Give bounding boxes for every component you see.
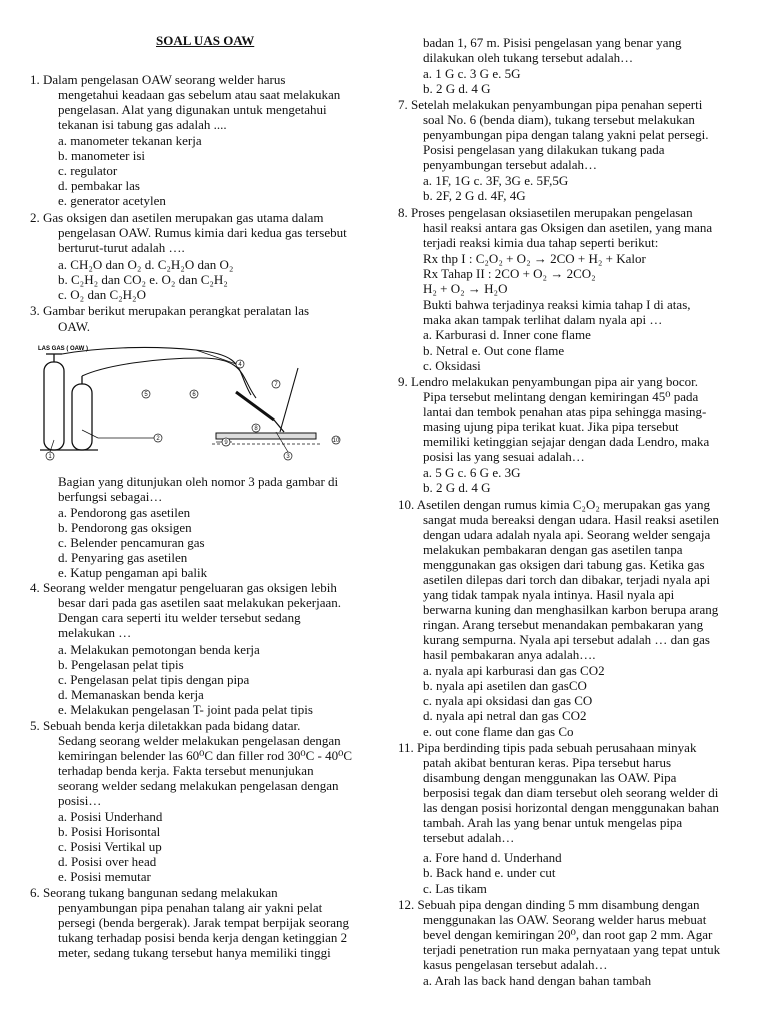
diagram-number-3: 3 [286,454,290,460]
right-text-line: b. Back hand e. under cut [423,865,556,880]
right-text-line: dengan udara adalah nyala api. Seorang welder sengaja [423,527,711,542]
right-text-line: hasil reaksi antara gas Oksigen dan asetilen, yang mana [423,220,713,235]
left-text-line: terhadap benda kerja. Fakta tersebut menunjukan [58,763,314,778]
right-text-line: Rx Tahap II : 2CO + O₂ → 2CO₂ [423,266,596,281]
right-text-line: kasus pengelasan tersebut adalah… [423,957,608,972]
diagram-number-8: 8 [254,426,258,432]
left-text-line: OAW. [58,319,91,334]
right-text-line: a. nyala api karburasi dan gas CO2 [423,663,605,678]
right-text-line: tambah. Arah las yang benar untuk mengelas pipa [423,815,683,830]
right-text-line: a. Arah las back hand dengan bahan tambah [423,973,652,988]
diagram-number-10: 10 [332,438,340,444]
right-text-line: c. Oksidasi [423,358,481,373]
right-text-line: a. 5 G c. 6 G e. 3G [423,465,521,480]
right-text-line: dilakukan oleh tukang tersebut adalah… [423,50,634,65]
left-text-line: Sedang seorang welder melakukan pengelasan dengan [58,733,341,748]
diagram-number-9: 9 [224,440,228,446]
right-text-line: badan 1, 67 m. Pisisi pengelasan yang benar yang [423,35,682,50]
oaw-equipment-diagram [36,340,364,465]
left-text-line: tukang terhadap posisi benda kerja dengan ketinggian 2 [58,930,348,945]
right-text-line: 12. Sebuah pipa dengan dinding 5 mm disambung dengan [398,897,700,912]
right-text-line: b. 2F, 2 G d. 4F, 4G [423,188,526,203]
oaw-diagram-svg [36,340,364,465]
left-text-line: melakukan … [58,625,132,640]
right-text-line: menggunakan las OAW. Seorang welder harus mebuat [423,912,707,927]
right-text-line: c. nyala api oksidasi dan gas CO [423,693,593,708]
right-text-line: b. 2 G d. 4 G [423,480,491,495]
right-text-line: bevel dengan kemiringan 20⁰, dan root gap 2 mm. Agar [423,927,713,942]
right-text-line: kurang sempurna. Nyala api tersebut adalah … dan gas [423,632,710,647]
right-text-line: penyambungan pipa dengan talang yakni pelat persegi. [423,127,709,142]
diagram-number-4: 4 [238,362,242,368]
workpiece [216,433,316,439]
right-text-line: 10. Asetilen dengan rumus kimia C₂O₂ merupakan gas yang [398,497,710,512]
left-text-line: a. CH₂O dan O₂ d. C₂H₂O dan O₂ [58,257,234,272]
left-text-line: e. Katup pengaman api balik [58,565,208,580]
left-text-line: e. Melakukan pengelasan T- joint pada pelat tipis [58,702,313,717]
left-text-line: d. pembakar las [58,178,140,193]
diagram-number-1: 1 [48,454,52,460]
right-text-line: a. 1F, 1G c. 3F, 3G e. 5F,5G [423,173,569,188]
left-text-line: c. O₂ dan C₂H₂O [58,287,146,302]
left-text-line: tekanan isi tabung gas adalah .... [58,117,227,132]
left-text-line: c. Posisi Vertikal up [58,839,162,854]
right-text-line: 11. Pipa berdinding tipis pada sebuah perusahaan minyak [398,740,697,755]
left-text-line: 6. Seorang tukang bangunan sedang melakukan [30,885,278,900]
left-text-line: 5. Sebuah benda kerja diletakkan pada bidang datar. [30,718,301,733]
diagram-number-2: 2 [156,436,160,442]
right-text-line: terjadi penetration run maka pernyataan yang tepat untuk [423,942,721,957]
right-text-line: a. 1 G c. 3 G e. 5G [423,66,521,81]
right-text-line: e. out cone flame dan gas Co [423,724,574,739]
right-text-line: 8. Proses pengelasan oksiasetilen merupakan pengelasan [398,205,693,220]
left-text-line: 2. Gas oksigen dan asetilen merupakan gas utama dalam [30,210,324,225]
left-text-line: besar dari pada gas asetilen saat melakukan pekerjaan. [58,595,341,610]
right-text-line: a. Fore hand d. Underhand [423,850,562,865]
left-text-line: meter, sedang tukang tersebut hanya memiliki tinggi [58,945,331,960]
right-text-line: b. Netral e. Out cone flame [423,343,565,358]
left-text-line: c. Belender pencamuran gas [58,535,205,550]
left-text-line: seorang welder sedang melakukan pengelasan dengan [58,778,339,793]
right-text-line: hasil pembakaran anya adalah…. [423,647,596,662]
left-text-line: pengelasan. Alat yang digunakan untuk mengetahui [58,102,327,117]
left-text-line: mengetahui keadaan gas sebelum atau saat melakukan [58,87,341,102]
right-text-line: c. Las tikam [423,881,487,896]
acetylene-cylinder [72,384,92,450]
left-text-line: b. Pendorong gas oksigen [58,520,192,535]
left-text-line: b. Pengelasan pelat tipis [58,657,184,672]
right-text-line: soal No. 6 (benda diam), tukang tersebut melakukan [423,112,695,127]
right-text-line: Pipa tersebut melintang dengan kemiringan 45⁰ pada [423,389,699,404]
right-text-line: 9. Lendro melakukan penyambungan pipa air yang bocor. [398,374,698,389]
left-text-line: b. C₂H₂ dan CO₂ e. O₂ dan C₂H₂ [58,272,228,287]
left-text-line: 4. Seorang welder mengatur pengeluaran gas oksigen lebih [30,580,337,595]
right-text-line: a. Karburasi d. Inner cone flame [423,327,591,342]
right-text-line: Rx thp I : C₂O₂ + O₂ → 2CO + H₂ + Kalor [423,251,646,266]
left-text-line: 3. Gambar berikut merupakan perangkat peralatan las [30,303,310,318]
diagram-number-6: 6 [192,392,196,398]
left-text-line: berturut-turut adalah …. [58,240,185,255]
right-text-line: lantai dan tembok penahan atas pipa sehingga masing- [423,404,707,419]
right-text-line: Bukti bahwa terjadinya reaksi kimia tahap I di atas, [423,297,691,312]
left-text-line: d. Penyaring gas asetilen [58,550,188,565]
right-text-line: terjadi reaksi kimia dua tahap seperti berikut: [423,235,659,250]
left-text-line: c. regulator [58,163,118,178]
right-text-line: 7. Setelah melakukan penyambungan pipa penahan seperti [398,97,703,112]
right-text-line: patah akibat benturan keras. Pipa tersebut harus [423,755,671,770]
right-text-line: sangat muda bereaksi dengan udara. Hasil reaksi asetilen [423,512,719,527]
left-text-line: e. generator acetylen [58,193,166,208]
right-text-line: yang tidak tampak nyala intinya. Hasil nyala api [423,587,675,602]
right-text-line: ringan. Arang tersebut menandakan pembakaran yang [423,617,704,632]
right-text-line: H₂ + O₂ → H₂O [423,281,508,296]
right-text-line: d. nyala api netral dan gas CO2 [423,708,587,723]
filler-rod [280,368,298,432]
left-text-line: pengelasan OAW. Rumus kimia dari kedua gas tersebut [58,225,347,240]
left-text-line: a. manometer tekanan kerja [58,133,202,148]
left-text-line: posisi… [58,793,102,808]
left-text-line: a. Pendorong gas asetilen [58,505,191,520]
right-text-line: melakukan pembakaran dengan gas asetilen tanpa [423,542,683,557]
right-text-line: b. 2 G d. 4 G [423,81,491,96]
right-text-line: menggunakan gas oksigen dari tabung gas. Ketika gas [423,557,705,572]
left-text-line: a. Melakukan pemotongan benda kerja [58,642,260,657]
right-text-line: berwarna kuning dan menghasilkan karbon berupa arang [423,602,719,617]
right-text-line: memiliki ketinggian sejajar dengan dada Lendro, maka [423,434,710,449]
right-text-line: tersebut adalah… [423,830,515,845]
diagram-number-7: 7 [274,382,278,388]
left-text-line: berfungsi sebagai… [58,489,163,504]
page-title: SOAL UAS OAW [156,33,255,48]
left-text-line: Bagian yang ditunjukan oleh nomor 3 pada gambar di [58,474,339,489]
right-text-line: berposisi tegak dan diam tersebut oleh seorang welder di [423,785,719,800]
acetylene-hose [82,358,256,398]
diagram-number-5: 5 [144,392,148,398]
left-text-line: b. manometer isi [58,148,146,163]
left-text-line: b. Posisi Horisontal [58,824,161,839]
left-text-line: 1. Dalam pengelasan OAW seorang welder harus [30,72,286,87]
left-text-line: kemiringan belender las 60⁰C dan filler rod 30⁰C - 40⁰C [58,748,352,763]
left-text-line: c. Pengelasan pelat tipis dengan pipa [58,672,250,687]
diagram-caption: LAS GAS ( OAW ) [38,346,88,352]
left-text-line: d. Posisi over head [58,854,157,869]
left-text-line: d. Memanaskan benda kerja [58,687,204,702]
right-text-line: maka akan tampak terlihat dalam nyala api … [423,312,663,327]
left-text-line: a. Posisi Underhand [58,809,163,824]
right-text-line: asetilen dilepas dari torch dan dibakar, terjadi nyala api [423,572,711,587]
right-text-line: masing ujung pipa terikat kuat. Jika pipa tersebut [423,419,679,434]
right-text-line: Posisi pengelasan yang dilakukan tukang pada [423,142,665,157]
oxygen-cylinder [44,362,64,450]
left-text-line: e. Posisi memutar [58,869,151,884]
left-text-line: penyambungan pipa penahan talang air yakni pelat [58,900,323,915]
left-text-line: persegi (benda bergerak). Jarak tempat berpijak seorang [58,915,350,930]
right-text-line: b. nyala api asetilen dan gasCO [423,678,587,693]
right-text-line: penyambungan tersebut adalah… [423,157,597,172]
right-text-line: posisi las yang sesuai adalah… [423,449,585,464]
left-text-line: Dengan cara seperti itu welder tersebut sedang [58,610,301,625]
right-text-line: las dengan posisi horizontal dengan menggunakan bahan [423,800,720,815]
right-text-line: disambung dengan menggunakan las OAW. Pipa [423,770,677,785]
